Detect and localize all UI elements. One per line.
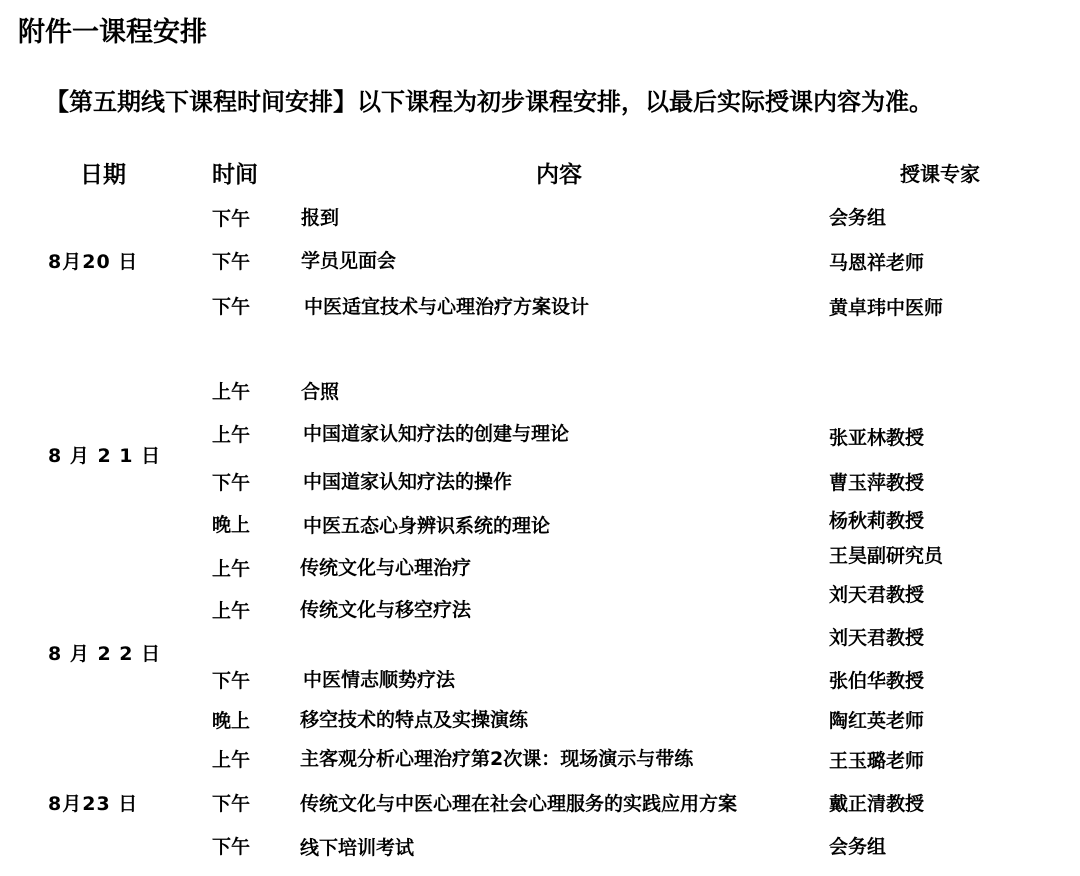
row-time: 下午 [212,670,251,692]
row-content: 中医情志顺势疗法 [303,669,456,691]
header-date: 日期 [80,162,126,188]
row-content: 移空技术的特点及实操演练 [300,709,529,731]
row-content: 传统文化与移空疗法 [300,599,472,621]
row-content: 合照 [301,381,340,403]
row-teacher: 刘天君教授 [829,584,925,606]
row-teacher: 陶红英老师 [829,710,925,732]
row-time: 下午 [212,251,251,273]
row-time: 下午 [212,793,251,815]
row-content: 中医五态心身辨识系统的理论 [303,515,551,537]
date-aug-21: 8 月 2 1 日 [48,445,162,467]
row-content: 中国道家认知疗法的操作 [303,471,513,493]
page-title: 附件一课程安排 [18,17,207,48]
row-time: 下午 [212,208,251,230]
row-time: 晚上 [212,710,251,732]
row-teacher: 曹玉萍教授 [829,472,925,494]
date-aug-23: 8月23 日 [48,793,139,815]
row-time: 下午 [212,296,251,318]
row-teacher: 王玉璐老师 [829,750,925,772]
schedule-subtitle: 【第五期线下课程时间安排】以下课程为初步课程安排，以最后实际授课内容为准。 [45,88,933,116]
row-teacher: 刘天君教授 [829,627,925,649]
row-teacher: 杨秋莉教授 [829,510,925,532]
row-teacher: 马恩祥老师 [829,252,925,274]
header-time: 时间 [212,162,258,188]
row-time: 上午 [212,381,251,403]
header-content: 内容 [536,162,582,188]
row-time: 下午 [212,472,251,494]
row-time: 晚上 [212,514,251,536]
row-content: 主客观分析心理治疗第2次课：现场演示与带练 [300,748,694,770]
row-content: 传统文化与中医心理在社会心理服务的实践应用方案 [300,793,738,815]
row-content: 中医适宜技术与心理治疗方案设计 [304,296,590,318]
row-teacher: 张亚林教授 [829,427,925,449]
header-teacher: 授课专家 [900,162,980,186]
row-teacher: 会务组 [829,836,887,858]
row-teacher: 张伯华教授 [829,670,925,692]
row-time: 上午 [212,558,251,580]
row-teacher: 王昊副研究员 [829,545,944,567]
row-content: 报到 [301,207,340,229]
row-content: 线下培训考试 [300,837,415,859]
row-teacher: 黄卓玮中医师 [829,297,944,319]
row-teacher: 会务组 [829,207,887,229]
row-content: 学员见面会 [301,250,397,272]
date-aug-22: 8 月 2 2 日 [48,643,162,665]
row-content: 传统文化与心理治疗 [300,557,472,579]
row-time: 上午 [212,600,251,622]
row-content: 中国道家认知疗法的创建与理论 [303,423,570,445]
row-time: 下午 [212,836,251,858]
row-time: 上午 [212,424,251,446]
row-teacher: 戴正清教授 [829,793,925,815]
date-aug-20: 8月20 日 [48,251,139,273]
row-time: 上午 [212,749,251,771]
